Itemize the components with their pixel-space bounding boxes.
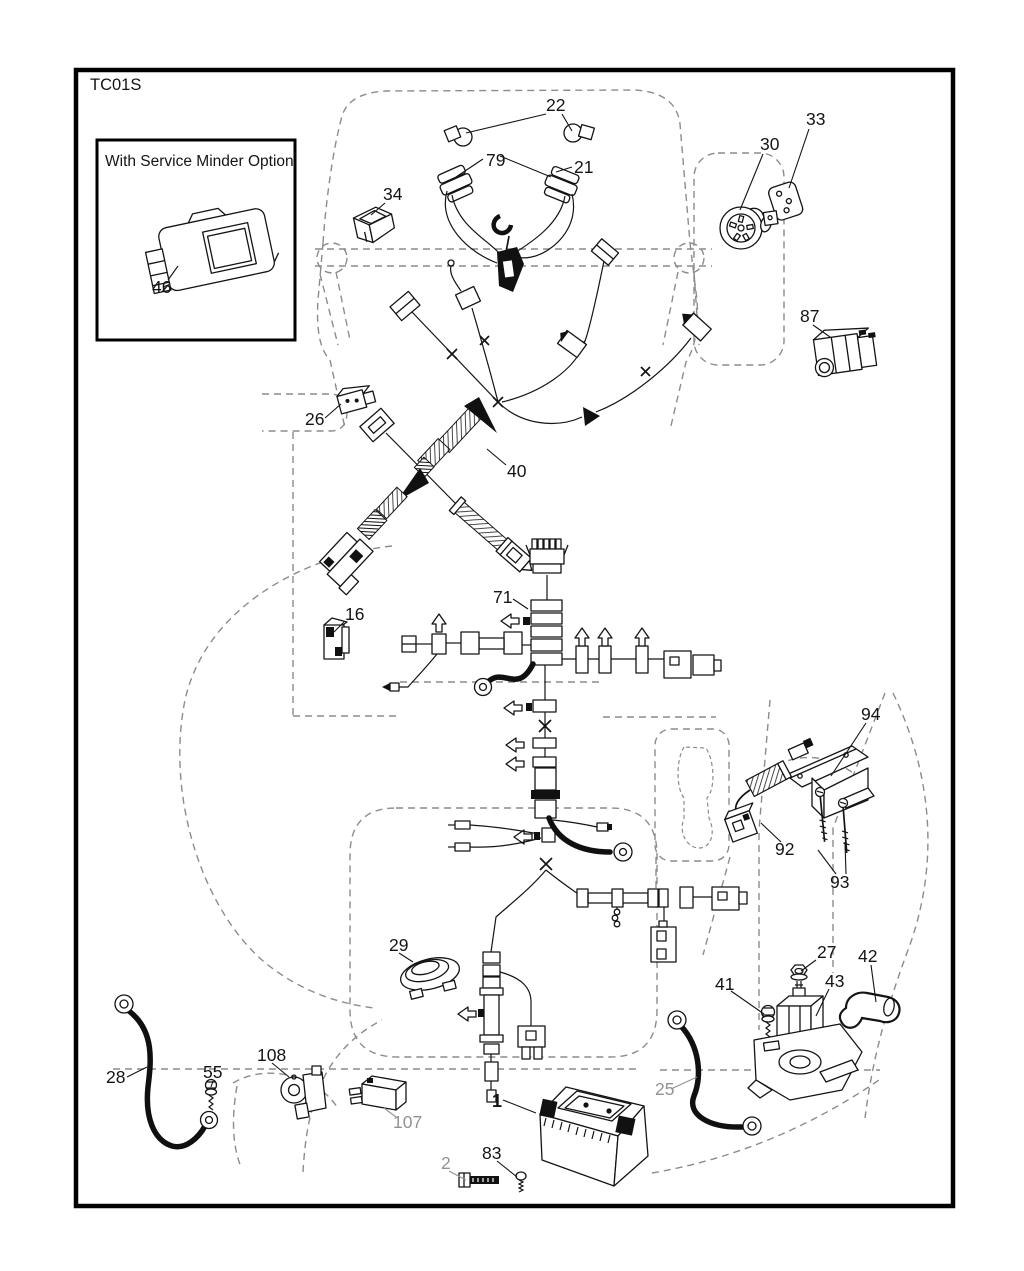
part-label-34: 34 bbox=[383, 184, 403, 204]
part-label-1: 1 bbox=[492, 1091, 503, 1111]
part-label-79: 79 bbox=[486, 150, 506, 170]
part-label-94: 94 bbox=[861, 704, 881, 724]
part-label-55: 55 bbox=[203, 1062, 223, 1082]
part-label-16: 16 bbox=[345, 604, 365, 624]
part-label-46: 46 bbox=[152, 277, 172, 297]
inset-title: With Service Minder Option bbox=[105, 153, 294, 170]
part-label-25: 25 bbox=[655, 1079, 675, 1099]
part-label-41: 41 bbox=[715, 974, 735, 994]
part-label-92: 92 bbox=[775, 839, 795, 859]
part-label-2: 2 bbox=[441, 1153, 451, 1173]
part-label-29: 29 bbox=[389, 935, 409, 955]
part-label-87: 87 bbox=[800, 306, 820, 326]
diagram-code: TC01S bbox=[90, 76, 142, 94]
part-label-33: 33 bbox=[806, 109, 826, 129]
part-label-108: 108 bbox=[257, 1045, 287, 1065]
battery-terminal-pos bbox=[615, 1116, 635, 1136]
part-label-40: 40 bbox=[507, 461, 527, 481]
part-label-21: 21 bbox=[574, 157, 594, 177]
part-label-71: 71 bbox=[493, 587, 513, 607]
nut-27 bbox=[791, 965, 807, 980]
interlock-module bbox=[651, 927, 676, 962]
part-label-27: 27 bbox=[817, 942, 837, 962]
service-minder-inset bbox=[97, 140, 295, 340]
part-label-42: 42 bbox=[858, 946, 878, 966]
part-label-30: 30 bbox=[760, 134, 780, 154]
part-label-26: 26 bbox=[305, 409, 325, 429]
part-label-43: 43 bbox=[825, 971, 845, 991]
part-label-93: 93 bbox=[830, 872, 850, 892]
part-label-107: 107 bbox=[393, 1112, 423, 1132]
part-label-22: 22 bbox=[546, 95, 566, 115]
part-label-28: 28 bbox=[106, 1067, 126, 1087]
part-label-83: 83 bbox=[482, 1143, 502, 1163]
